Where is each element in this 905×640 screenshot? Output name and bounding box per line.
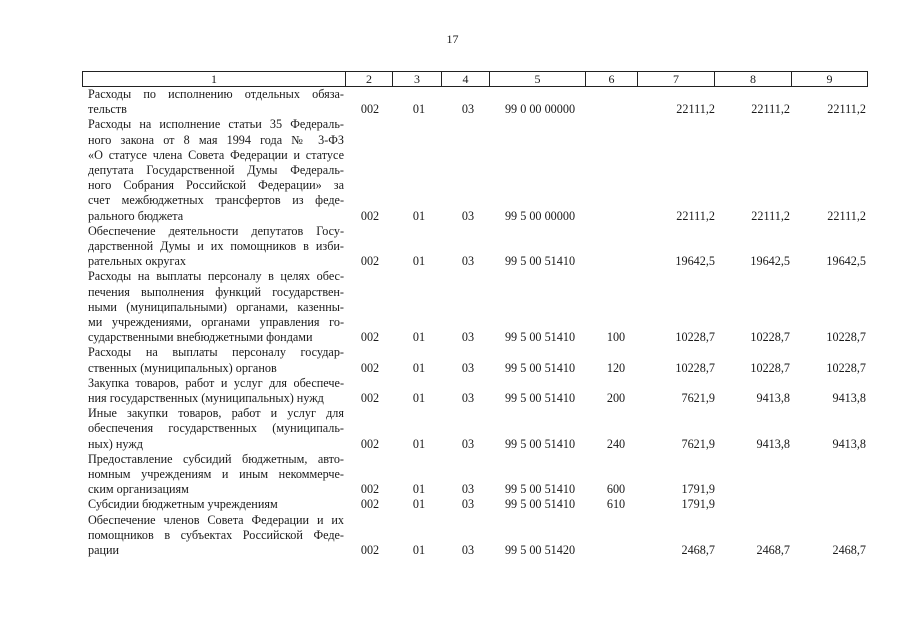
table-row	[0, 406, 905, 452]
table-row	[0, 497, 905, 512]
table-row	[0, 269, 905, 345]
description-line: тельств	[88, 102, 127, 117]
page-number: 17	[446, 32, 459, 46]
cell-c5: 99 5 00 51410	[504, 436, 576, 451]
row-description	[88, 224, 344, 270]
cell-c6: 240	[606, 436, 626, 451]
description-line: ским организациям	[88, 482, 189, 497]
column-header-4: 4	[442, 72, 490, 87]
column-header-6: 6	[586, 72, 638, 87]
cell-c7: 7621,9	[681, 436, 715, 451]
cell-c4: 03	[461, 102, 475, 117]
cell-c7: 1791,9	[681, 482, 715, 497]
cell-c8: 10228,7	[750, 330, 790, 345]
description-line: Субсидии бюджетным учреждениям	[88, 497, 278, 512]
row-description	[88, 406, 344, 452]
cell-c8: 22111,2	[751, 208, 790, 223]
column-header-8: 8	[715, 72, 792, 87]
cell-c2: 002	[360, 208, 380, 223]
cell-c2: 002	[360, 542, 380, 557]
cell-c5: 99 5 00 51410	[504, 330, 576, 345]
description-line: Обеспечение деятельности депутатов Госу-	[88, 223, 344, 238]
cell-c7: 10228,7	[675, 360, 715, 375]
cell-c6: 610	[606, 497, 626, 512]
cell-c4: 03	[461, 497, 475, 512]
cell-c9: 10228,7	[826, 330, 866, 345]
row-description	[88, 376, 344, 406]
cell-c5: 99 0 00 00000	[504, 102, 576, 117]
cell-c9: 22111,2	[827, 208, 866, 223]
row-description	[88, 345, 344, 375]
column-header-1: 1	[83, 72, 346, 87]
cell-c9: 22111,2	[827, 102, 866, 117]
description-line: дарственной Думы и их помощников в изби-	[88, 239, 344, 253]
description-line: Закупка товаров, работ и услуг для обеспече-	[88, 375, 344, 390]
cell-c8: 2468,7	[756, 542, 790, 557]
cell-c8: 22111,2	[751, 102, 790, 117]
table-row	[0, 224, 905, 270]
cell-c5: 99 5 00 51410	[504, 482, 576, 497]
table-row	[0, 452, 905, 498]
description-line: Предоставление субсидий бюджетным, авто-	[88, 451, 344, 466]
cell-c2: 002	[360, 390, 380, 405]
cell-c7: 22111,2	[676, 102, 715, 117]
cell-c8: 9413,8	[756, 436, 790, 451]
description-line: сударственными внебюджетными фондами	[88, 330, 313, 345]
description-line: Расходы на выплаты персоналу в целях обес-	[88, 269, 344, 284]
description-line: Расходы на выплаты персоналу государ-	[88, 345, 344, 360]
cell-c6: 100	[606, 330, 626, 345]
description-line: рального бюджета	[88, 208, 184, 223]
cell-c6: 200	[606, 390, 626, 405]
description-line: счет межбюджетных трансфертов из феде-	[88, 193, 344, 208]
cell-c4: 03	[461, 254, 475, 269]
cell-c5: 99 5 00 00000	[504, 208, 576, 223]
cell-c2: 002	[360, 254, 380, 269]
table-row	[0, 87, 905, 117]
cell-c3: 01	[412, 482, 426, 497]
cell-c7: 2468,7	[681, 542, 715, 557]
cell-c8: 10228,7	[750, 360, 790, 375]
cell-c2: 002	[360, 102, 380, 117]
cell-c9: 19642,5	[826, 254, 866, 269]
cell-c7: 19642,5	[675, 254, 715, 269]
cell-c2: 002	[360, 482, 380, 497]
cell-c6: 120	[606, 360, 626, 375]
table-row	[0, 376, 905, 406]
description-line: ного закона от 8 мая 1994 года № 3-ФЗ	[88, 132, 344, 147]
column-header-row	[82, 71, 868, 87]
cell-c2: 002	[360, 436, 380, 451]
cell-c4: 03	[461, 208, 475, 223]
cell-c8: 9413,8	[756, 390, 790, 405]
description-line: ными (муниципальными) органами, казенны-	[88, 299, 344, 314]
cell-c4: 03	[461, 436, 475, 451]
cell-c7: 22111,2	[676, 208, 715, 223]
column-header-2: 2	[346, 72, 393, 87]
description-line: ственных (муниципальных) органов	[88, 360, 277, 375]
row-description	[88, 269, 344, 345]
cell-c4: 03	[461, 482, 475, 497]
table-row	[0, 345, 905, 375]
cell-c2: 002	[360, 330, 380, 345]
description-line: номным учреждениям и иным некоммерче-	[88, 467, 344, 481]
description-line: Расходы по исполнению отдельных обяза-	[88, 87, 344, 101]
cell-c5: 99 5 00 51410	[504, 360, 576, 375]
description-line: депутата Государственной Думы Федераль-	[88, 163, 344, 177]
description-line: помощников в субъектах Российской Феде-	[88, 527, 344, 542]
cell-c4: 03	[461, 360, 475, 375]
description-line: рации	[88, 543, 120, 557]
cell-c5: 99 5 00 51410	[504, 497, 576, 512]
cell-c3: 01	[412, 360, 426, 375]
cell-c4: 03	[461, 390, 475, 405]
cell-c3: 01	[412, 436, 426, 451]
description-line: ного Собрания Российской Федерации» за	[88, 178, 344, 193]
cell-c5: 99 5 00 51410	[504, 254, 576, 269]
cell-c3: 01	[412, 208, 426, 223]
cell-c8: 19642,5	[750, 254, 790, 269]
cell-c6: 600	[606, 482, 626, 497]
description-line: ных) нужд	[88, 436, 143, 451]
cell-c5: 99 5 00 51410	[504, 390, 576, 405]
description-line: обеспечения государственных (муниципаль-	[88, 421, 344, 436]
row-description	[88, 452, 344, 498]
cell-c9: 10228,7	[826, 360, 866, 375]
cell-c3: 01	[412, 497, 426, 512]
description-line: рательных округах	[88, 254, 186, 269]
description-line: ния государственных (муниципальных) нужд	[88, 391, 324, 405]
description-line: Обеспечение членов Совета Федерации и их	[88, 512, 344, 527]
column-header-3: 3	[393, 72, 442, 87]
cell-c7: 7621,9	[681, 390, 715, 405]
column-header-9: 9	[792, 72, 868, 87]
table-row	[0, 117, 905, 223]
row-description	[88, 87, 344, 117]
description-line: «О статусе члена Совета Федерации и статусе	[88, 147, 344, 162]
table-row	[0, 513, 905, 559]
cell-c7: 1791,9	[681, 497, 715, 512]
row-description	[88, 497, 344, 512]
description-line: печения выполнения функций государствен-	[88, 284, 344, 299]
column-header-5: 5	[490, 72, 586, 87]
column-header-7: 7	[638, 72, 715, 87]
cell-c9: 9413,8	[832, 390, 866, 405]
cell-c9: 9413,8	[832, 436, 866, 451]
row-description	[88, 513, 344, 559]
cell-c3: 01	[412, 254, 426, 269]
row-description	[88, 117, 344, 223]
description-line: ми учреждениями, органами управления го-	[88, 315, 344, 329]
cell-c4: 03	[461, 542, 475, 557]
cell-c9: 2468,7	[832, 542, 866, 557]
cell-c3: 01	[412, 330, 426, 345]
description-line: Расходы на исполнение статьи 35 Федераль-	[88, 117, 344, 132]
description-line: Иные закупки товаров, работ и услуг для	[88, 406, 344, 421]
cell-c3: 01	[412, 102, 426, 117]
cell-c5: 99 5 00 51420	[504, 542, 576, 557]
cell-c3: 01	[412, 542, 426, 557]
cell-c2: 002	[360, 497, 380, 512]
cell-c2: 002	[360, 360, 380, 375]
cell-c7: 10228,7	[675, 330, 715, 345]
cell-c3: 01	[412, 390, 426, 405]
cell-c4: 03	[461, 330, 475, 345]
